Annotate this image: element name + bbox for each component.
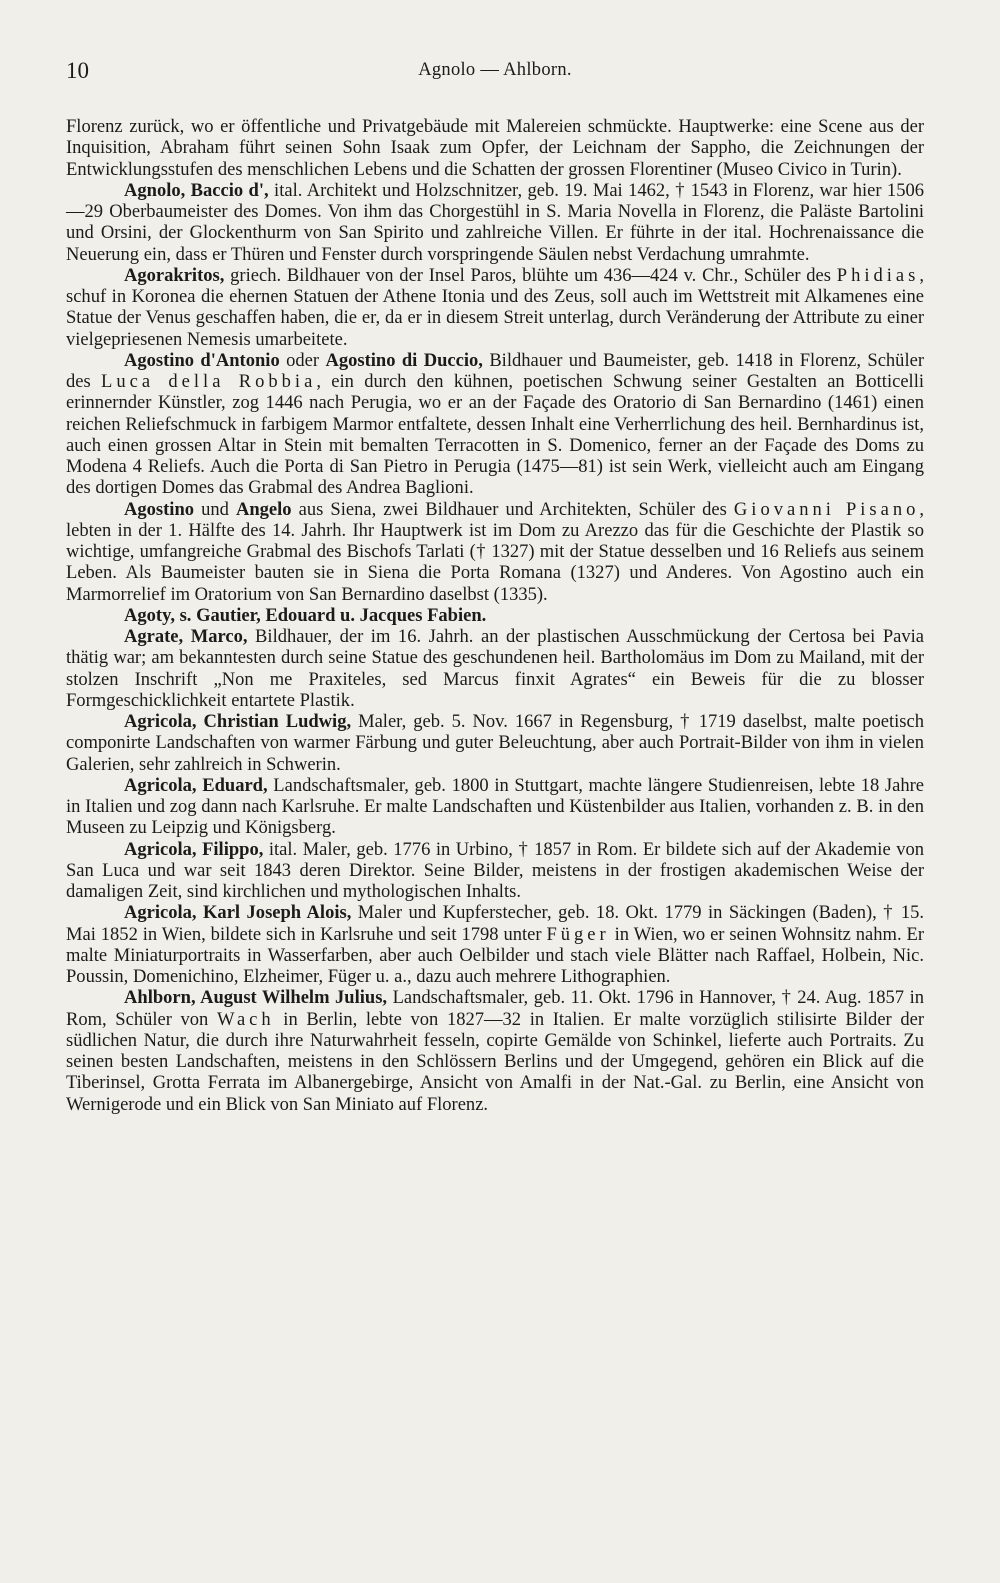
- entry-text: Bildhauer, der im 16. Jahrh. an der plastischen Ausschmückung der Certosa bei Pavia thätig war; am bekanntesten durch seine Statue des geschundenen heil. Bartholomäus im Dom zu Mailand, mit der stolzen Inschrift „Non me Praxiteles, sed Marcus finxit Agrates“ ein Beweis für die zu blosser Formgeschicklichkeit entartete Plastik.: [66, 626, 924, 711]
- entry-agricola-eduard: [66, 775, 924, 839]
- spaced-name: Wach: [216, 1008, 275, 1030]
- entry-agoty: [66, 605, 924, 626]
- spaced-name: Phidias: [836, 264, 920, 286]
- entry-continuation: [66, 116, 924, 180]
- entry-text: oder: [279, 349, 326, 371]
- entry-headword: Agnolo, Baccio d',: [124, 179, 269, 201]
- entry-text: Florenz zurück, wo er öffentliche und Privatgebäude mit Malereien schmückte. Hauptwerke: eine Scene aus der Inquisition, Abraham führt seinen Sohn Isaak zum Opfer, der Leichnam der Sappho, die Zeichnungen der Entwicklungsstufen des menschlichen Lebens und die Schatten der grossen Florentiner (Museo Civico in Turin).: [66, 116, 924, 180]
- entry-agnolo: [66, 180, 924, 265]
- page-header: [66, 58, 924, 92]
- running-head: Agnolo — Ahlborn.: [418, 60, 572, 80]
- entry-text: ital. Maler, geb. 1776 in Urbino, † 1857 in Rom. Er bildete sich auf der Akademie von San Luca und war seit 1843 deren Direktor. Seine Bilder, meistens in der frostigen akademischen Weise der damaligen Zeit, sind kirchlichen und mythologischen Inhalts.: [66, 838, 924, 902]
- entry-text: , lebten in der 1. Hälfte des 14. Jahrh. Ihr Hauptwerk ist im Dom zu Arezzo das für die Geschichte der Plastik so wichtige, umfangreiche Grabmal des Bischofs Tarlati († 1327) mit der Statue desselben und 16 Reliefs aus seinem Leben. Als Baumeister bauten sie in Siena die Porta Romana (1327) und Anderes. Von Agostino auch ein Marmorrelief im Oratorium von San Bernardino daselbst (1335).: [66, 498, 925, 605]
- entry-text: griech. Bildhauer von der Insel Paros, blühte um 436—424 v. Chr., Schüler des: [224, 264, 837, 286]
- spaced-name: Giovanni Pisano: [733, 498, 920, 520]
- entry-agricola-filippo: [66, 839, 924, 903]
- page-body: [66, 116, 924, 1115]
- entry-agostino-angelo: [66, 499, 924, 605]
- entry-text: ital. Architekt und Holzschnitzer, geb. 19. Mai 1462, † 1543 in Florenz, war hier 1506—29 Oberbaumeister des Domes. Von ihm das Chorgestühl in S. Maria Novella in Florenz, die Paläste Bartolini und Orsini, der Glockenthurm von San Spirito und zahlreiche Villen. Er führte in der ital. Hochrenaissance die Neuerung ein, dass er Thüren und Fenster durch vorspringende Säulen nebst Verdachung umrahmte.: [66, 179, 924, 265]
- entry-agricola-karl: [66, 902, 924, 987]
- entry-text: in Wien, wo er seinen Wohnsitz nahm. Er malte Miniaturportraits in Wasserfarben, aber auch Oelbilder und stach viele Blätter nach Raffael, Holbein, Nic. Poussin, Domenichino, Elzheimer, Füger u. a., dazu auch mehrere Lithographien.: [66, 923, 924, 987]
- page-number: 10: [66, 58, 89, 83]
- entry-text: und: [194, 498, 236, 520]
- entry-text: aus Siena, zwei Bildhauer und Architekten, Schüler des: [291, 498, 734, 520]
- entry-headword: Agricola, Filippo,: [124, 838, 264, 860]
- entry-headword: Agrate, Marco,: [124, 626, 248, 647]
- entry-agricola-christian: [66, 711, 924, 775]
- entry-ahlborn: [66, 987, 924, 1115]
- entry-headword: Agostino d'Antonio: [124, 349, 280, 371]
- entry-text: Landschaftsmaler, geb. 1800 in Stuttgart, machte längere Studienreisen, lebte 18 Jahre in Italien und zog dann nach Karlsruhe. Er malte Landschaften und Küstenbilder aus Italien, vorhanden z. B. in den Museen zu Leipzig und Königsberg.: [66, 774, 924, 839]
- entry-text: in Berlin, lebte von 1827—32 in Italien. Er malte vorzüglich stilisirte Bilder der südlichen Natur, die durch ihre Naturwahrheit fesseln, copirte Gemälde von Schinkel, lieferte auch Portraits. Zu seinen besten Landschaften, meistens in den Schlössern Berlins und der Umgegend, gehören ein Blick auf die Tiberinsel, Grotta Ferrata im Albanergebirge, Ansicht von Amalfi in der Nat.-Gal. zu Berlin, eine Ansicht von Wernigerode und ein Blick von San Miniato auf Florenz.: [66, 1008, 924, 1115]
- spaced-name: Füger: [546, 923, 610, 945]
- entry-headword: Agostino: [124, 498, 195, 520]
- entry-headword: Agoty, s. Gautier, Edouard u. Jacques Fabien.: [124, 604, 487, 626]
- entry-headword: Ahlborn, August Wilhelm Julius,: [124, 987, 388, 1009]
- entry-text: Maler und Kupferstecher, geb. 18. Okt. 1779 in Säckingen (Baden), † 15. Mai 1852 in Wien, bildete sich in Karlsruhe und seit 1798 unter: [66, 902, 924, 945]
- entry-text: Maler, geb. 5. Nov. 1667 in Regensburg, † 1719 daselbst, malte poetisch componirte Landschaften von warmer Färbung und guter Beleuchtung, aber auch Portrait-Bilder von ihm in vielen Galerien, sehr zahlreich in Schwerin.: [66, 711, 924, 775]
- book-page: [66, 58, 924, 1115]
- entry-headword: Agricola, Christian Ludwig,: [124, 711, 352, 732]
- entry-agorakritos: [66, 265, 924, 350]
- entry-agostino-d-antonio: [66, 350, 924, 499]
- entry-text: Landschaftsmaler, geb. 11. Okt. 1796 in Hannover, † 24. Aug. 1857 in Rom, Schüler von: [66, 987, 924, 1030]
- entry-text: , schuf in Koronea die ehernen Statuen der Athene Itonia und des Zeus, soll auch im Wettstreit mit Alkamenes eine Statue der Venus geschaffen haben, die er, da er in diesem Streit unterlag, durch Veränderung der Attribute zu einer vielgepriesenen Nemesis umarbeitete.: [66, 264, 924, 350]
- spaced-name: Luca della Robbia: [101, 371, 317, 392]
- entry-headword-alt: Angelo: [235, 498, 292, 520]
- entry-agrate: [66, 626, 924, 711]
- entry-text: Bildhauer und Baumeister, geb. 1418 in Florenz, Schüler des: [66, 349, 924, 392]
- entry-headword: Agricola, Karl Joseph Alois,: [124, 902, 352, 924]
- entry-headword-alt: Agostino di Duccio,: [325, 349, 483, 371]
- entry-headword: Agricola, Eduard,: [124, 774, 268, 796]
- entry-headword: Agorakritos,: [124, 264, 225, 286]
- entry-text: , ein durch den kühnen, poetischen Schwung seiner Gestalten an Botticelli erinnernder Künstler, zog 1446 nach Perugia, wo er an der Façade des Oratorio di San Bernardino (1461) einen reichen Reliefschmuck in farbigem Marmor entfaltete, dessen Inhalt eine Verherrlichung des heil. Bernhardinus ist, auch einen grossen Altar in Stein mit bemalten Terracotten in S. Domenico, ferner an der Façade des Doms zu Modena 4 Reliefs. Auch die Porta di San Pietro in Perugia (1475—81) ist sein Werk, vielleicht auch am Eingang des dortigen Domes das Grabmal des Andrea Baglioni.: [66, 371, 924, 499]
